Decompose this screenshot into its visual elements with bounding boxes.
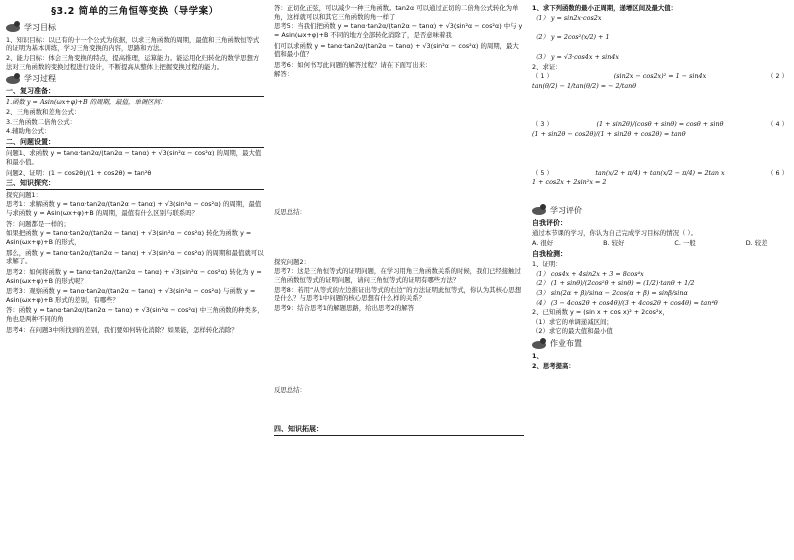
blank-space xyxy=(274,80,524,208)
self-test-bar: 自我检测： xyxy=(532,249,567,258)
answer-1: 答：问题都是一样的； xyxy=(6,219,70,228)
explore-2: 探究问题2： xyxy=(274,257,311,266)
blank-space xyxy=(274,314,524,386)
blank-space xyxy=(532,23,788,33)
test-1-3: （3） sin(2α + β)/sinα − 2cos(α + β) = sinβ/sinα xyxy=(532,288,688,297)
think-8: 思考8：若用“从等式的左边推证出等式的右边”的方法证明此恒等式，你认为其核心思想是什么？与思考1中问题的核心思想有什么样的关系？ xyxy=(274,285,522,303)
question-2: 问题2、证明：(1 − cos2θ)/(1 + cos2θ) = tan²θ xyxy=(6,168,152,177)
proof-5-label: （ 5 ） xyxy=(532,168,553,177)
think-5b: 们可以求函数 y = tanα·tan2α/(tan2α − tanα) + √3(sin²α − cos²α) 的周期，最大值和最小值？ xyxy=(274,41,519,59)
review-2: 2、三角函数和差角公式： xyxy=(6,108,81,117)
blank-space xyxy=(274,218,524,258)
proof-5: tan(x/2 + π/4) + tan(x/2 − π/4) = 2tan x xyxy=(595,168,725,177)
think-6: 思考6：如何书写此问题的解答过程？请在下面写出来： xyxy=(274,60,432,69)
think-3: 思考3：观察函数 y = tanα·tan2α/(tan2α − tanα) + √3(sin²α − cos²α) 与函数 y = Asin(ωx+φ)+B 形式的差别，有哪些？ xyxy=(6,287,256,304)
eval-heading xyxy=(532,206,788,217)
think-2: 思考2：如何将函数 y = tanα·tan2α/(tan2α − tanα) + √3(sin²α − cos²α) 转化为 y = Asin(ωx+φ)+B 的形式呢？ xyxy=(6,267,262,285)
think-7: 思考7：这是三角恒等式的证明问题，在学习用角三角函数关系的时候，我们已经接触过三角函数恒等式的证明问题，请问三角恒等式的证明有哪些方法？ xyxy=(274,267,521,285)
homework-heading xyxy=(532,339,788,350)
page-title: §3.2 简单的三角恒等变换（导学案） xyxy=(51,6,219,17)
self-eval-text: 通过本节课的学习，你认为自己完成学习目标的情况（ ）。 xyxy=(532,229,697,238)
answer-4: 答：函数 y = tanα·tan2α/(tan2α − tanα) + √3(sin²α − cos²α) 中三角函数的种类多，角也是两种不同的角 xyxy=(6,306,264,324)
exercise-1-3: （3） y = √3·cos4x + sin4x xyxy=(532,52,619,61)
goals-heading-label: 学习目标 xyxy=(24,22,56,32)
blank-space xyxy=(532,43,788,53)
process-heading-label: 学习过程 xyxy=(24,74,56,84)
goal-1: 1、知识目标：以已有的十一个公式为依据，以求三角函数的周期，最值和三角函数恒等式的证明为基本训练，学习三角变换的内容，思路和方法。 xyxy=(6,35,260,53)
option-c[interactable]: C. 一般 xyxy=(674,238,696,247)
proof-1-label: （ 1 ） xyxy=(532,72,553,81)
exercise-1-2: （2） y = 2cos²(x/2) + 1 xyxy=(532,33,610,42)
proof-6: 1 + cos2x + 2sin²x = 2 xyxy=(532,178,607,187)
blank-space xyxy=(532,92,788,120)
think-4: 思考4：在问题3中所找到的差别，我们要如何转化消除？如果能，怎样转化消除？ xyxy=(6,325,238,334)
review-3: 3.三角函数二倍角公式： xyxy=(6,117,77,126)
exercise-2-heading: 2、求证： xyxy=(532,62,562,71)
proof-6-label: （ 6 ） xyxy=(767,168,788,177)
proof-4: (1 + sin2θ − cos2θ)/(1 + sin2θ + cos2θ) = tanθ xyxy=(532,130,686,139)
exercise-1-heading: 1、求下列函数的最小正周期，递增区间及最大值： xyxy=(532,4,678,12)
test-1-4: （4） (3 − 4cos2θ + cos4θ)/(3 + 4cos2θ + cos4θ) = tan⁴θ xyxy=(532,298,718,307)
bird-icon xyxy=(532,207,546,215)
expand-bar: 四、知识拓展： xyxy=(274,425,524,435)
blank-space xyxy=(532,141,788,169)
review-4: 4.辅助角公式： xyxy=(6,127,51,136)
reflect-1: 反思总结： xyxy=(274,208,306,217)
exercise-1-1: （1） y = sin2x·cos2x xyxy=(532,13,602,22)
homework-1: 1、 xyxy=(532,351,543,360)
answer-3: 那么，函数 y = tanα·tan2α/(tan2α − tanα) + √3(sin²α − cos²α) 的周期和最值就可以求解了。 xyxy=(6,248,264,266)
think-5a: 思考5：当我们把函数 y = tanα·tan2α/(tan2α − tanα) + √3(sin²α − cos²α) 中与 y = Asin(ωx+φ)+B 不同的地方全部转化消除了，是否意味着我 xyxy=(274,22,523,39)
proof-2: tan(θ/2) − 1/tan(θ/2) = − 2/tanθ xyxy=(532,81,637,90)
answer-5: 答：正切化正弦，可以减少一种三角函数。tan2α 可以通过正切的二倍角公式转化为单角，这样就可以和其它三角函数的角一样了 xyxy=(274,4,519,21)
think-1: 思考1：求解函数 y = tanα·tan2α/(tan2α − tanα) + √3(sin²α − cos²α) 的周期，最值与求函数 y = Asin(ωx+φ)+B 的周期，最值有什么区别与联系吗？ xyxy=(6,200,262,218)
question-1: 问题1、求函数 y = tanα·tan2α/(tan2α − tanα) + √3(sin²α − cos²α) 的周期，最大值和最小值。 xyxy=(6,149,262,167)
proof-1: (sin2x − cos2x)² = 1 − sin4x xyxy=(613,72,707,81)
explore-1: 探究问题1： xyxy=(6,190,43,199)
process-heading xyxy=(6,74,264,85)
column-right xyxy=(532,4,788,556)
proof-row-1 xyxy=(532,72,788,81)
review-1: 1.函数 y = Asin(ωx+φ)+B 的周期，最值，单调区间： xyxy=(6,98,167,107)
proof-2-label: （ 2 ） xyxy=(767,72,788,81)
proof-4-label: （ 4 ） xyxy=(767,120,788,129)
homework-heading-label: 作业布置 xyxy=(550,339,582,349)
answer-2: 如果把函数 y = tanα·tan2α/(tan2α − tanα) + √3(sin²α − cos²α) 转化为函数 y = Asin(ωx+φ)+B 的形式， xyxy=(6,229,252,246)
proof-3-label: （ 3 ） xyxy=(532,120,553,129)
bird-icon xyxy=(6,76,20,84)
review-bar: 一、复习准备： xyxy=(6,87,264,97)
column-middle xyxy=(274,4,524,556)
goals-heading xyxy=(6,23,264,34)
column-left xyxy=(6,4,264,556)
option-d[interactable]: D. 较差 xyxy=(745,238,768,247)
test-2-2: （2）求它的最大值和最小值 xyxy=(532,327,613,336)
blank-space xyxy=(532,189,788,203)
solution-label: 解答： xyxy=(274,70,294,79)
homework-2: 2、思考提高： xyxy=(532,361,575,370)
test-2-1: （1）求它的单调递减区间； xyxy=(532,317,613,326)
reflect-2: 反思总结： xyxy=(274,385,306,394)
blank-space xyxy=(274,395,524,423)
self-eval-options xyxy=(532,239,768,248)
bird-icon xyxy=(532,341,546,349)
explore-bar: 三、知识探究： xyxy=(6,179,264,189)
test-1-2: （2） (1 + sinθ)/(2cos²θ + sinθ) = (1/2)·tanθ + 1/2 xyxy=(532,279,695,288)
proof-row-5 xyxy=(532,169,788,178)
proof-row-3 xyxy=(532,120,788,129)
self-eval-bar: 自我评价： xyxy=(532,218,567,227)
think-9: 思考9：结合思考1的解题思路，给出思考2的解答 xyxy=(274,303,415,312)
test-2: 2、已知函数 y = (sin x + cos x)² + 2cos²x， xyxy=(532,308,669,317)
proof-3: (1 + sin2θ)/(cosθ + sinθ) = cosθ + sinθ xyxy=(596,120,724,129)
option-b[interactable]: B. 较好 xyxy=(603,238,625,247)
bird-icon xyxy=(6,24,20,32)
test-1-1: （1） cos4x + 4sin2x + 3 = 8cos⁴x xyxy=(532,269,644,278)
option-a[interactable]: A. 很好 xyxy=(532,238,554,247)
eval-heading-label: 学习评价 xyxy=(550,206,582,216)
test-1: 1、证明： xyxy=(532,260,562,268)
problem-bar: 二、问题设置： xyxy=(6,138,264,148)
goal-2: 2、能力目标：体会三角变换的特点，提高推理，运算能力。能运用化归转化的数学思想方法对三角函数的变换过程进行设计，不断提高从整体上把握变换过程的能力。 xyxy=(6,53,260,71)
